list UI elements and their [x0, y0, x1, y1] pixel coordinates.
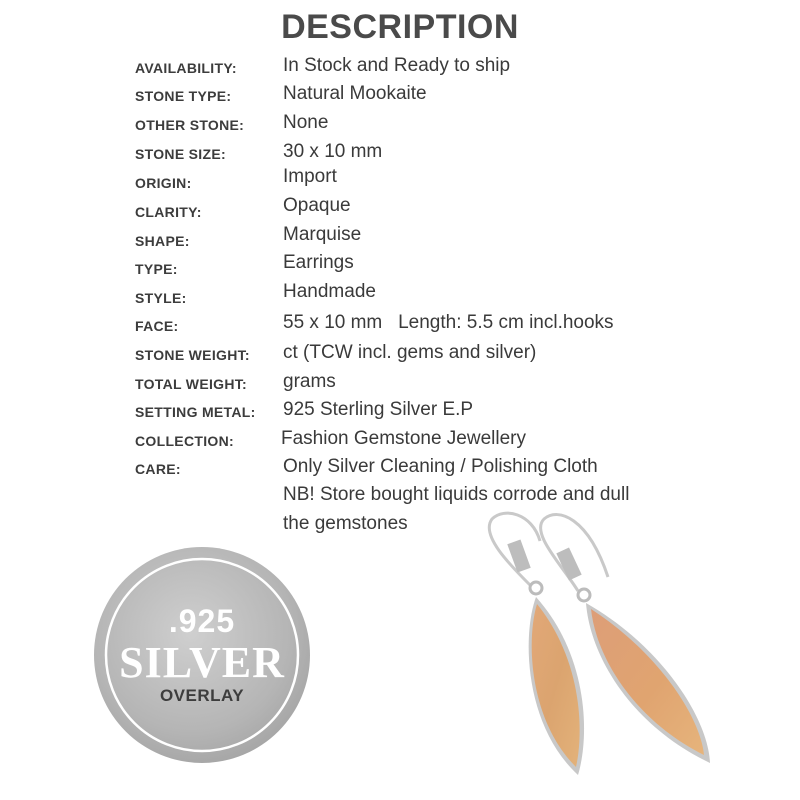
- spec-label: STONE TYPE:: [135, 88, 232, 104]
- badge-subtitle: OVERLAY: [159, 686, 245, 705]
- spec-value: Import: [283, 166, 337, 187]
- spec-row-stone-weight: [135, 340, 755, 366]
- spec-row-care: [135, 454, 755, 480]
- page-title: DESCRIPTION: [281, 8, 519, 46]
- spec-row-stone-size: [135, 141, 755, 167]
- spec-row-other-stone: [135, 112, 755, 138]
- spec-value: Earrings: [283, 252, 354, 273]
- spec-label: TYPE:: [135, 261, 178, 277]
- spec-label: CARE:: [135, 461, 181, 477]
- spec-row-style: [135, 283, 755, 309]
- spec-label: SHAPE:: [135, 233, 190, 249]
- spec-row-origin: [135, 168, 755, 194]
- spec-value: Only Silver Cleaning / Polishing Cloth: [283, 456, 598, 477]
- care-note-line-2: the gemstones: [283, 513, 408, 534]
- care-note-line-1: NB! Store bought liquids corrode and dull: [283, 484, 630, 505]
- spec-row-stone-type: [135, 83, 755, 109]
- spec-value: 925 Sterling Silver E.P: [283, 399, 474, 420]
- spec-value: Handmade: [283, 281, 376, 302]
- spec-value: Natural Mookaite: [283, 83, 427, 104]
- marquise-earrings-icon: [470, 505, 730, 795]
- badge-number: .925: [168, 603, 236, 639]
- spec-label: FACE:: [135, 318, 179, 334]
- badge-word: SILVER: [119, 638, 285, 687]
- spec-row-availability: [135, 55, 755, 81]
- spec-value: Marquise: [283, 224, 362, 245]
- spec-value: grams: [283, 371, 336, 392]
- spec-value: 55 x 10 mm Length: 5.5 cm incl.hooks: [283, 312, 614, 333]
- spec-label: ORIGIN:: [135, 175, 192, 191]
- spec-value: Fashion Gemstone Jewellery: [281, 428, 526, 449]
- spec-label: TOTAL WEIGHT:: [135, 376, 248, 392]
- spec-label: COLLECTION:: [135, 433, 234, 449]
- spec-value: 30 x 10 mm: [283, 141, 383, 162]
- spec-label: STONE SIZE:: [135, 146, 226, 162]
- spec-label: AVAILABILITY:: [135, 60, 237, 76]
- spec-label: STONE WEIGHT:: [135, 347, 250, 363]
- spec-label: STYLE:: [135, 290, 187, 306]
- spec-row-setting-metal: [135, 397, 755, 423]
- spec-value: In Stock and Ready to ship: [283, 55, 511, 76]
- spec-row-clarity: [135, 197, 755, 223]
- spec-value: ct (TCW incl. gems and silver): [283, 342, 537, 363]
- spec-row-total-weight: [135, 369, 755, 395]
- spec-row-shape: [135, 226, 755, 252]
- earrings-image: [470, 505, 730, 795]
- silver-overlay-badge: [92, 545, 312, 765]
- spec-value: None: [283, 112, 329, 133]
- spec-row-collection: [135, 426, 755, 452]
- spec-row-face: [135, 311, 755, 337]
- spec-row-type: [135, 254, 755, 280]
- spec-label: OTHER STONE:: [135, 117, 245, 133]
- spec-label: SETTING METAL:: [135, 404, 256, 420]
- spec-label: CLARITY:: [135, 204, 202, 220]
- spec-value: Opaque: [283, 195, 351, 216]
